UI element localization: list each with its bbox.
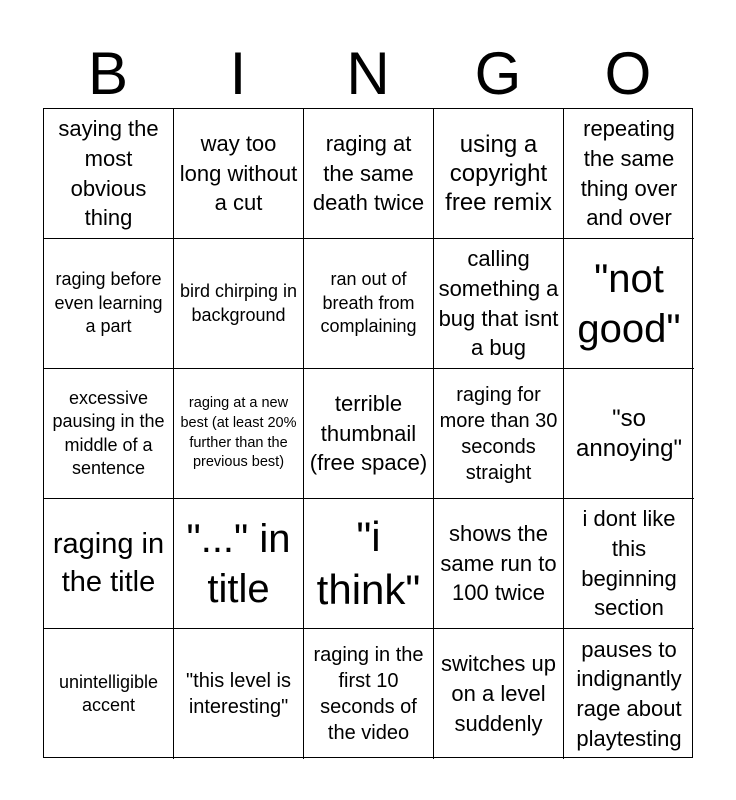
bingo-cell[interactable]: bird chirping in background bbox=[174, 239, 304, 369]
bingo-cell[interactable]: "..." in title bbox=[174, 499, 304, 629]
bingo-header bbox=[43, 40, 693, 108]
bingo-cell[interactable]: using a copyright free remix bbox=[434, 109, 564, 239]
bingo-cell[interactable]: raging before even learning a part bbox=[44, 239, 174, 369]
bingo-cell[interactable]: i dont like this beginning section bbox=[564, 499, 694, 629]
header-letter-b: B bbox=[87, 40, 129, 107]
bingo-cell[interactable]: shows the same run to 100 twice bbox=[434, 499, 564, 629]
bingo-cell[interactable]: raging in the first 10 seconds of the video bbox=[304, 629, 434, 759]
bingo-cell[interactable]: "i think" bbox=[304, 499, 434, 629]
bingo-cell[interactable]: "this level is interesting" bbox=[174, 629, 304, 759]
bingo-cell[interactable]: saying the most obvious thing bbox=[44, 109, 174, 239]
bingo-board bbox=[43, 108, 693, 758]
bingo-cell[interactable]: repeating the same thing over and over bbox=[564, 109, 694, 239]
bingo-cell free-space[interactable]: terrible thumbnail (free space) bbox=[304, 369, 434, 499]
header-letter-i: I bbox=[229, 40, 247, 107]
bingo-cell[interactable]: raging for more than 30 seconds straight bbox=[434, 369, 564, 499]
bingo-cell[interactable]: switches up on a level suddenly bbox=[434, 629, 564, 759]
bingo-cell[interactable]: raging at the same death twice bbox=[304, 109, 434, 239]
bingo-cell[interactable]: "so annoying" bbox=[564, 369, 694, 499]
bingo-cell[interactable]: "not good" bbox=[564, 239, 694, 369]
header-letter-o: O bbox=[604, 40, 652, 107]
bingo-cell[interactable]: raging at a new best (at least 20% further than the previous best) bbox=[174, 369, 304, 499]
header-letter-n: N bbox=[346, 40, 390, 107]
bingo-cell[interactable]: unintelligible accent bbox=[44, 629, 174, 759]
bingo-cell[interactable]: way too long without a cut bbox=[174, 109, 304, 239]
bingo-cell[interactable]: pauses to indignantly rage about playtesting bbox=[576, 636, 682, 751]
bingo-cell[interactable]: ran out of breath from complaining bbox=[304, 239, 434, 369]
bingo-cell[interactable]: raging in the title bbox=[44, 499, 174, 629]
bingo-cell[interactable]: excessive pausing in the middle of a sentence bbox=[44, 369, 174, 499]
header-letter-g: G bbox=[474, 40, 522, 107]
bingo-cell[interactable]: calling something a bug that isnt a bug bbox=[434, 239, 564, 369]
